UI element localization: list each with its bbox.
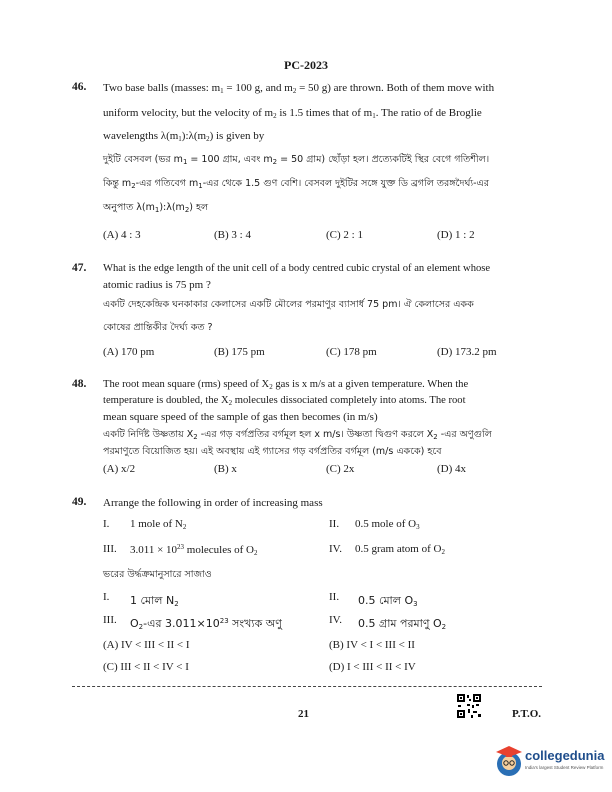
q48-en-line2: temperature is doubled, the $X_2$ molecules dissociated completely into atoms. The root xyxy=(103,395,466,407)
item-text: $O_2-এর$ $3.011\times 10^{23}$ সংখ্যক অণু xyxy=(130,617,282,631)
option-a: (A) IV < III < II < I xyxy=(103,639,190,651)
qr-code-icon xyxy=(456,693,482,719)
option-a: (A) x/2 xyxy=(103,463,136,475)
item-text: $3.011 \times 10^{23}$ molecules of $O_2$ xyxy=(130,543,258,557)
option-c: (C) 2x xyxy=(326,463,355,475)
option-d: (D) 173.2 pm xyxy=(437,346,497,358)
q46-bn-line1: দুইটি বেসবল (ভর $m_1 = 100$ গ্রাম, এবং $m_2 = 50$ গ্রাম) ছোঁড়া হল। প্রত্যেকটিই স্থির বেগে গতিশীল। xyxy=(103,154,490,166)
option-b: (B) x xyxy=(214,463,237,475)
question-number: 46. xyxy=(72,81,87,93)
option-d: (D) I < III < II < IV xyxy=(329,661,416,673)
item-num: III. xyxy=(103,614,117,626)
option-a: (A) 4 : 3 xyxy=(103,229,141,241)
item-num: II. xyxy=(329,518,340,530)
page-header: PC-2023 xyxy=(284,58,328,72)
item-text: 0.5 মোল $O_3$ xyxy=(358,594,418,608)
item-num: II. xyxy=(329,591,340,603)
option-b: (B) 3 : 4 xyxy=(214,229,251,241)
q47-en-line1: What is the edge length of the unit cell of a body centred cubic crystal of an element whose xyxy=(103,263,491,274)
footer-divider xyxy=(72,686,542,687)
item-text: 1 mole of $N_2$ xyxy=(130,518,187,531)
q48-en-line3: mean square speed of the sample of gas then becomes (in m/s) xyxy=(103,411,378,423)
option-c: (C) 2 : 1 xyxy=(326,229,363,241)
item-num: I. xyxy=(103,518,110,530)
item-num: III. xyxy=(103,543,117,555)
logo-tagline: India's largest Student Review Platform xyxy=(525,765,604,770)
q47-bn-line2: কোষের প্রান্তিকীর দৈর্ঘ্য কত ? xyxy=(103,322,213,333)
collegedunia-logo xyxy=(495,742,605,782)
item-num: IV. xyxy=(329,543,342,555)
question-number: 48. xyxy=(72,378,87,390)
item-num: I. xyxy=(103,591,110,603)
item-text: 0.5 gram atom of $O_2$ xyxy=(355,543,445,556)
option-c: (C) 178 pm xyxy=(326,346,377,358)
logo-text: collegedunia xyxy=(525,748,605,763)
graduate-icon xyxy=(495,744,523,778)
q48-bn-line1: একটি নির্দিষ্ট উষ্ণতায় $X_2$ -এর গড় বর্গপ্রতির বর্গমূল হল x m/s। উষ্ণতা দ্বিগুণ করলে $X_2$ -এর অণুগুলি xyxy=(103,429,492,441)
q48-bn-line2: পরমাণুতে বিয়োজিত হয়। এই অবস্থায় এই গ্যাসের গড় বর্গপ্রতির বর্গমূল (m/s এককে) হবে xyxy=(103,446,442,457)
option-d: (D) 4x xyxy=(437,463,467,475)
option-c: (C) III < II < IV < I xyxy=(103,661,189,673)
q47-en-line2: atomic radius is 75 pm ? xyxy=(103,279,211,291)
option-b: (B) IV < I < III < II xyxy=(329,639,415,651)
option-a: (A) 170 pm xyxy=(103,346,155,358)
q49-bn-instruction: ভরের উর্দ্ধক্রমানুসারে সাজাও xyxy=(103,569,212,580)
item-text: 1 মোল $N_2$ xyxy=(130,594,179,608)
q46-en-line1: Two base balls (masses: $m_1 = 100$ g, and $m_2 = 50$ g) are thrown. Both of them move with xyxy=(103,82,495,95)
page-number: 21 xyxy=(298,708,309,720)
option-b: (B) 175 pm xyxy=(214,346,265,358)
question-number: 49. xyxy=(72,496,87,508)
item-text: 0.5 mole of $O_3$ xyxy=(355,518,420,531)
question-number: 47. xyxy=(72,262,87,274)
q46-bn-line3: অনুপাত $\lambda(m_1):\lambda(m_2)$ হল xyxy=(103,202,209,214)
pto-label: P.T.O. xyxy=(512,708,542,720)
q46-bn-line2: কিন্তু $m_2-এর$ গতিবেগ $m_1-এর$ থেকে 1.5 গুণ বেশি। বেসবল দুইটির সঙ্গে যুক্ত ডি ব্রগলি তরঙ্গদৈর্ঘ্য-এর xyxy=(103,178,489,190)
q48-en-line1: The root mean square (rms) speed of $X_2$ gas is x m/s at a given temperature. When the xyxy=(103,379,469,391)
q47-bn-line1: একটি দেহকেন্দ্রিক ঘনকাকার কেলাসের একটি মৌলের পরমাণুর ব্যাসার্ধ 75 pm। ঐ কেলাসের একক xyxy=(103,299,474,310)
item-num: IV. xyxy=(329,614,342,626)
item-text: 0.5 গ্রাম পরমাণু $O_2$ xyxy=(358,617,447,631)
q49-en-line1: Arrange the following in order of increasing mass xyxy=(103,497,323,509)
q46-en-line2: uniform velocity, but the velocity of $m_2$ is 1.5 times that of $m_1$. The ratio of de Broglie xyxy=(103,107,482,120)
option-d: (D) 1 : 2 xyxy=(437,229,475,241)
q46-en-line3: wavelengths $\lambda(m_1):\lambda(m_2)$ is given by xyxy=(103,130,265,143)
